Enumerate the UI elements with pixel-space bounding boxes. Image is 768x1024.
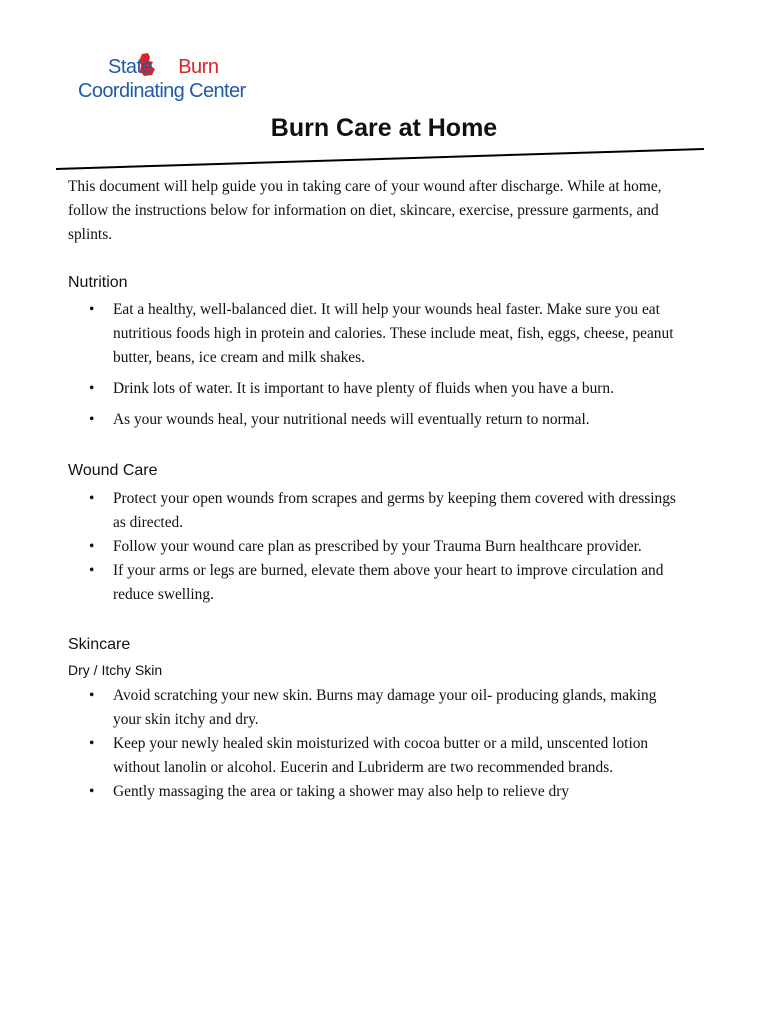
list-item: • Gently massaging the area or taking a shower may also help to relieve dry	[68, 780, 688, 804]
state-burn-logo	[78, 52, 258, 110]
list-item: • Avoid scratching your new skin. Burns may damage your oil- producing glands, making your skin itchy and dry.	[68, 684, 688, 732]
list-item: • Keep your newly healed skin moisturized with cocoa butter or a mild, unscented lotion without lanolin or alcohol. Eucerin and Lubriderm are two recommended brands.	[68, 732, 688, 780]
skincare-list	[68, 684, 688, 804]
list-item: • Drink lots of water. It is important to have plenty of fluids when you have a burn.	[68, 377, 688, 401]
document-body	[68, 175, 688, 804]
list-item: • As your wounds heal, your nutritional needs will eventually return to normal.	[68, 408, 688, 432]
nutrition-list	[68, 298, 688, 432]
title-divider	[54, 144, 706, 174]
section-heading-wound-care: Wound Care	[68, 462, 158, 479]
list-item: • Follow your wound care plan as prescribed by your Trauma Burn healthcare provider.	[68, 535, 688, 559]
section-heading-skincare: Skincare	[68, 636, 131, 653]
list-item: • Protect your open wounds from scrapes and germs by keeping them covered with dressings as directed.	[68, 487, 688, 535]
wound-care-list	[68, 487, 688, 607]
logo-word-state: State	[108, 56, 153, 78]
document-title: Burn Care at Home	[270, 114, 498, 142]
intro-paragraph: This document will help guide you in taking care of your wound after discharge. While at home, follow the instructions below for information on diet, skincare, exercise, pressure garments, and splints.	[68, 178, 662, 243]
logo-bottom-line: Coordinating Center	[78, 80, 246, 102]
logo-top-line	[108, 56, 218, 79]
list-item: • If your arms or legs are burned, elevate them above your heart to improve circulation and reduce swelling.	[68, 559, 688, 607]
logo-word-burn: Burn	[178, 56, 219, 78]
list-item: • Eat a healthy, well-balanced diet. It will help your wounds heal faster. Make sure you eat nutritious foods high in protein and calories. These include meat, fish, eggs, cheese, peanut butter, beans, ice cream and milk shakes.	[68, 298, 688, 370]
section-heading-nutrition: Nutrition	[68, 274, 128, 291]
subheading-dry-itchy-skin: Dry / Itchy Skin	[68, 662, 163, 678]
